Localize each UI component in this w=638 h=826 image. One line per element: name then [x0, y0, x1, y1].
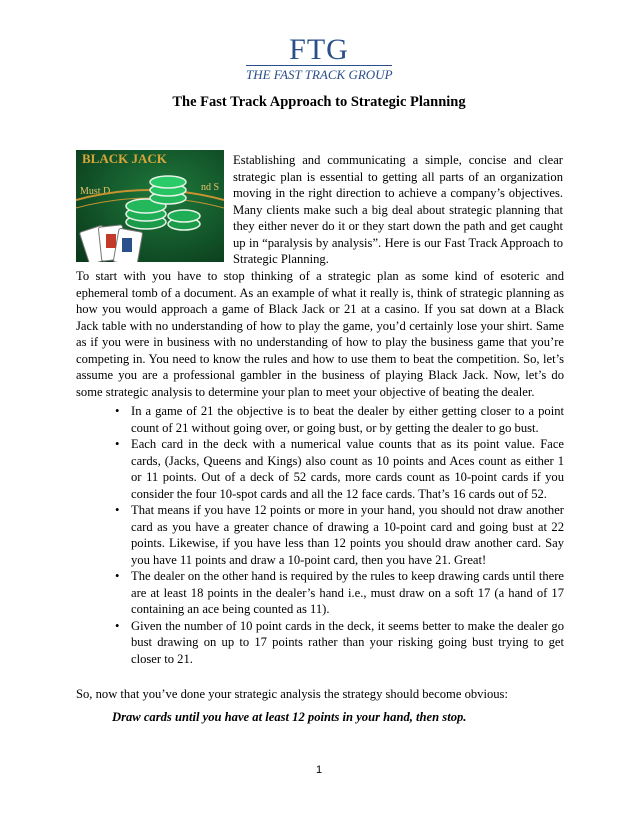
page-number: 1 — [315, 764, 323, 776]
list-item — [76, 618, 564, 668]
blackjack-table-photo — [76, 150, 224, 262]
bullet-icon: • — [115, 437, 120, 451]
body-paragraph-1: To start with you have to stop thinking of a strategic plan as some kind of esoteric and ephemeral tomb of a document. As an example of what it really is, think of strategic planning as how you would approach a game of Black Jack or 21 at a casino. If you sat down at a Black Jack table with no understanding of how to play the game, you’d certainly lose your shirt. Same as if you were in business with no understanding of how to play the business game that you’re competing in. You need to know the rules and how to use them to beat the competition. So, let’s assume you are a professional gambler in the business of playing Black Jack. Now, let’s do some strategic analysis to determine your plan to meet your objective of beating the dealer. — [76, 269, 564, 399]
list-item-text: Each card in the deck with a numerical value counts that as its point value. Face cards, (Jacks, Queens and Kings) also count as 10 points and Aces count as either 1 or 11 points. Out of a deck of 52 cards, more cards count as 10-point cards if you consider the four 10-spot cards and all the 12 face cards. That’s 16 cards out of 52. — [131, 437, 564, 501]
bullet-icon: • — [115, 404, 120, 418]
list-item — [76, 502, 564, 568]
bullet-icon: • — [115, 503, 120, 517]
playing-cards-icon — [79, 225, 142, 262]
list-item-text: The dealer on the other hand is required by the rules to keep drawing cards until there are at least 18 points in the dealer’s hand i.e., must draw on a soft 17 (a hand of 17 containing an ace being counted as 11). — [131, 569, 564, 616]
company-logo — [246, 33, 393, 82]
intro-paragraph: Establishing and communicating a simple, concise and clear strategic plan is essential to getting all parts of an organization moving in the right direction to achieve a company’s objectives. Many clients make such a big deal about strategic planning that they either never do it or they start down the path and get caught up in “paralysis by analysis”. Here is our Fast Track Approach to Strategic Planning. — [233, 153, 563, 266]
strategy-statement: Draw cards until you have at least 12 points in your hand, then stop. — [112, 710, 467, 724]
table-print-right: nd S — [201, 182, 220, 193]
bullet-icon: • — [115, 618, 120, 633]
body-paragraph-2: So, now that you’ve done your strategic analysis the strategy should become obvious: — [76, 687, 508, 701]
list-item — [76, 568, 564, 618]
list-item — [76, 403, 564, 436]
document-title: The Fast Track Approach to Strategic Planning — [172, 94, 466, 110]
blackjack-sign-text: BLACK JACK — [82, 151, 167, 166]
table-print-left: Must D — [80, 186, 111, 197]
bullet-list — [76, 403, 564, 667]
list-item-text: In a game of 21 the objective is to beat the dealer by either getting closer to a point count of 21 without going over, or going bust, or by getting the dealer to go bust. — [131, 404, 564, 435]
list-item-text: Given the number of 10 point cards in the deck, it seems better to make the dealer go bust drawing on up to 17 points rather than your risking going bust trying to get closer to 21. — [131, 618, 564, 666]
list-item — [76, 436, 564, 502]
list-item-text: That means if you have 12 points or more in your hand, you should not draw another card as you have a greater chance of drawing a 10-point card and going bust at 22 points. Likewise, if you have less than 12 points you should draw another card. Say you have 11 points and draw a 10-point card, then you have 21. Great! — [131, 503, 564, 567]
bullet-icon: • — [115, 569, 120, 583]
logo-mark: FTG — [289, 33, 349, 66]
logo-company-name: THE FAST TRACK GROUP — [246, 67, 393, 82]
blackjack-illustration — [76, 150, 224, 262]
